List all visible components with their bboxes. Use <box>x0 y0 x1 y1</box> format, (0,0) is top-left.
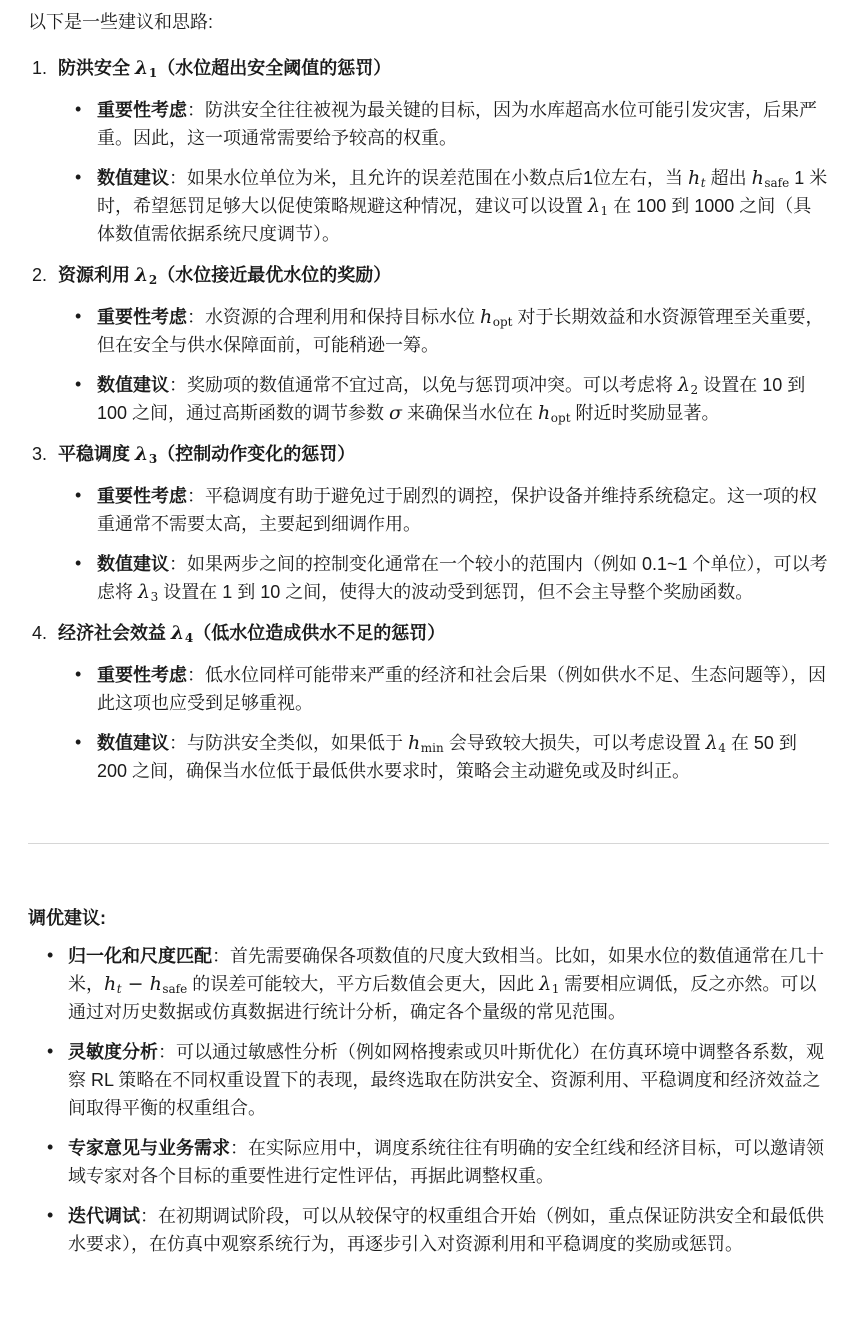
text-segment: 在 50 到 200 之间，确保当水位低于最低供水要求时，策略会主动避免或及时纠正。 <box>97 733 797 781</box>
bullet-item <box>97 482 829 538</box>
tuning-item-expert-opinion <box>68 1134 829 1190</box>
math-subscript: 3 <box>150 590 159 604</box>
math-subscript: 1 <box>600 204 609 218</box>
bold-segment: （水位超出安全阈值的惩罚） <box>157 58 392 78</box>
text-segment: ：与防洪安全类似，如果低于 <box>169 733 408 753</box>
math-expression <box>480 306 512 328</box>
bullet-text <box>68 1042 824 1118</box>
text-segment: 对于长期效益和水资源管理至关重要，但在安全与供水保障面前，可能稍逊一筹。 <box>97 307 824 355</box>
math-var: λ <box>135 443 149 465</box>
tuning-item-sensitivity <box>68 1038 829 1122</box>
math-expression <box>135 264 157 286</box>
bullet-item <box>97 371 829 427</box>
bullet-item <box>97 661 829 717</box>
text-segment: ：低水位同样可能带来严重的经济和社会后果（例如供水不足、生态问题等），因此这项也应受到足够重视。 <box>97 665 826 713</box>
math-subscript: t <box>700 176 706 190</box>
tuning-item-iterative-debugging <box>68 1202 829 1258</box>
math-var: λ <box>705 732 718 754</box>
section-item-smooth-dispatch <box>32 440 829 606</box>
math-var: λ <box>678 374 691 396</box>
math-var: h <box>408 732 421 754</box>
bullet-label: 迭代调试 <box>68 1206 140 1226</box>
math-subscript: 1 <box>551 982 560 996</box>
text-segment: 附近时奖励显著。 <box>570 403 720 423</box>
text-segment: ：首先需要确保各项数值的尺度大致相当。比如，如果水位的数值通常在几十米， <box>68 946 824 994</box>
bullet-item <box>97 303 829 359</box>
math-subscript: 3 <box>148 452 158 466</box>
section-title <box>58 54 829 82</box>
text-segment: 的误差可能较大，平方后数值会更大，因此 <box>187 974 540 994</box>
bullet-label: 重要性考虑 <box>97 486 187 506</box>
tuning-heading: 调优建议: <box>28 908 106 928</box>
math-expression <box>389 402 402 424</box>
math-expression <box>688 167 706 189</box>
math-operator: − <box>121 973 150 995</box>
section-title <box>58 619 829 647</box>
math-subscript: opt <box>492 315 513 329</box>
bullet-item <box>97 729 829 785</box>
text-segment: ：奖励项的数值通常不宜过高，以免与惩罚项冲突。可以考虑将 <box>169 375 678 395</box>
bullet-label: 数值建议 <box>97 733 169 753</box>
math-expression <box>138 581 158 603</box>
bullet-label: 重要性考虑 <box>97 307 187 327</box>
math-expression <box>408 732 444 754</box>
bullet-label: 重要性考虑 <box>97 665 187 685</box>
bullet-label: 数值建议 <box>97 554 169 574</box>
bullet-item <box>97 96 829 152</box>
section-bullet-list <box>58 303 829 427</box>
bullet-text <box>97 168 827 244</box>
bullet-text <box>97 733 797 781</box>
weight-sections-list <box>28 54 829 785</box>
text-segment: ：防洪安全往往被视为最关键的目标，因为水库超高水位可能引发灾害，后果严重。因此，这一项通常需要给予较高的权重。 <box>97 100 817 148</box>
bold-segment: 资源利用 <box>58 265 136 285</box>
math-var: λ <box>135 57 149 79</box>
section-bullet-list <box>58 482 829 606</box>
bullet-label: 归一化和尺度匹配 <box>68 946 212 966</box>
math-expression <box>706 732 726 754</box>
math-subscript: 1 <box>148 66 158 80</box>
bullet-label: 灵敏度分析 <box>68 1042 158 1062</box>
math-expression <box>171 622 193 644</box>
math-subscript: min <box>420 741 444 755</box>
section-number: 3. <box>32 444 48 464</box>
math-expression <box>752 167 790 189</box>
math-var: λ <box>539 973 552 995</box>
text-segment: ：在实际应用中，调度系统往往有明确的安全红线和经济目标，可以邀请领域专家对各个目标的重要性进行定性评估，再据此调整权重。 <box>68 1138 824 1186</box>
text-segment: ：平稳调度有助于避免过于剧烈的调控，保护设备并维持系统稳定。这一项的权重通常不需要太高，主要起到细调作用。 <box>97 486 817 534</box>
math-subscript: 4 <box>718 741 726 755</box>
text-segment: 超出 <box>705 168 752 188</box>
math-subscript: safe <box>162 982 188 996</box>
math-var: h <box>538 402 551 424</box>
bullet-text <box>97 100 817 148</box>
text-segment: ：如果两步之间的控制变化通常在一个较小的范围内（例如 0.1~1 个单位），可以考虑将 <box>97 554 828 602</box>
math-expression <box>135 443 157 465</box>
text-segment: 设置在 10 到 100 之间，通过高斯函数的调节参数 <box>97 375 806 423</box>
section-bullet-list <box>58 661 829 785</box>
bold-segment: 经济社会效益 <box>58 623 172 643</box>
bold-segment: （低水位造成供水不足的惩罚） <box>193 623 446 643</box>
math-expression <box>104 973 122 995</box>
math-subscript: t <box>116 982 122 996</box>
bullet-text <box>97 486 817 534</box>
text-segment: 需要相应调低，反之亦然。可以通过对历史数据或仿真数据进行统计分析，确定各个量级的常见范围。 <box>68 974 817 1022</box>
section-title <box>58 261 829 289</box>
text-segment: 会导致较大损失，可以考虑设置 <box>443 733 706 753</box>
bullet-text <box>97 554 828 602</box>
section-number: 1. <box>32 58 48 78</box>
math-expression <box>135 57 157 79</box>
bullet-text <box>97 375 805 423</box>
math-expression <box>538 402 570 424</box>
text-segment: ：水资源的合理利用和保持目标水位 <box>187 307 480 327</box>
intro-text: 以下是一些建议和思路: <box>28 12 213 32</box>
bullet-text <box>97 665 826 713</box>
text-segment: ：可以通过敏感性分析（例如网格搜索或贝叶斯优化）在仿真环境中调整各系数，观察 RL 策略在不同权重设置下的表现，最终选取在防洪安全、资源利用、平稳调度和经济效益之间取得平衡的权重组合。 <box>68 1042 824 1118</box>
section-item-flood-safety <box>32 54 829 248</box>
text-segment: ：在初期调试阶段，可以从较保守的权重组合开始（例如，重点保证防洪安全和最低供水要求），在仿真中观察系统行为，再逐步引入对资源利用和平稳调度的奖励或惩罚。 <box>68 1206 824 1254</box>
bullet-label: 重要性考虑 <box>97 100 187 120</box>
section-divider <box>28 843 829 844</box>
math-var: h <box>149 973 162 995</box>
math-expression <box>539 973 559 995</box>
bullet-label: 数值建议 <box>97 168 169 188</box>
text-segment: 设置在 1 到 10 之间，使得大的波动受到惩罚，但不会主导整个奖励函数。 <box>158 582 754 602</box>
math-var: λ <box>135 264 149 286</box>
bullet-item <box>97 550 829 606</box>
math-subscript: safe <box>764 176 790 190</box>
text-segment: 1 米时，希望惩罚足够大以促使策略规避这种情况，建议可以设置 <box>97 168 828 216</box>
text-segment: 在 100 到 1000 之间（具体数值需依据系统尺度调节）。 <box>97 196 812 244</box>
math-var: λ <box>171 622 185 644</box>
section-item-resource-use <box>32 261 829 427</box>
section-title <box>58 440 829 468</box>
bullet-text <box>68 1206 824 1254</box>
math-subscript: 2 <box>148 273 158 287</box>
math-var: h <box>688 167 701 189</box>
bullet-label: 专家意见与业务需求 <box>68 1138 230 1158</box>
tuning-item-normalization <box>68 942 829 1026</box>
math-var: h <box>104 973 117 995</box>
bold-segment: 防洪安全 <box>58 58 136 78</box>
section-bullet-list <box>58 96 829 248</box>
bullet-item <box>97 164 829 248</box>
math-var: h <box>480 306 493 328</box>
bold-segment: （水位接近最优水位的奖励） <box>157 265 392 285</box>
math-var: σ <box>389 402 403 424</box>
bullet-label: 数值建议 <box>97 375 169 395</box>
math-expression <box>588 195 608 217</box>
math-subscript: opt <box>550 411 571 425</box>
math-var: h <box>751 167 764 189</box>
math-subscript: 2 <box>690 383 699 397</box>
math-var: λ <box>138 581 151 603</box>
text-segment: 来确保当水位在 <box>402 403 539 423</box>
bullet-text <box>97 307 823 355</box>
tuning-list <box>28 942 829 1258</box>
math-var: λ <box>588 195 601 217</box>
text-segment: ：如果水位单位为米，且允许的误差范围在小数点后1位左右，当 <box>169 168 689 188</box>
math-expression <box>678 374 698 396</box>
section-item-economic-benefit <box>32 619 829 785</box>
bold-segment: 平稳调度 <box>58 444 136 464</box>
math-expression <box>150 973 188 995</box>
bold-segment: （控制动作变化的惩罚） <box>157 444 356 464</box>
section-number: 2. <box>32 265 48 285</box>
section-number: 4. <box>32 623 48 643</box>
math-subscript: 4 <box>184 631 194 645</box>
